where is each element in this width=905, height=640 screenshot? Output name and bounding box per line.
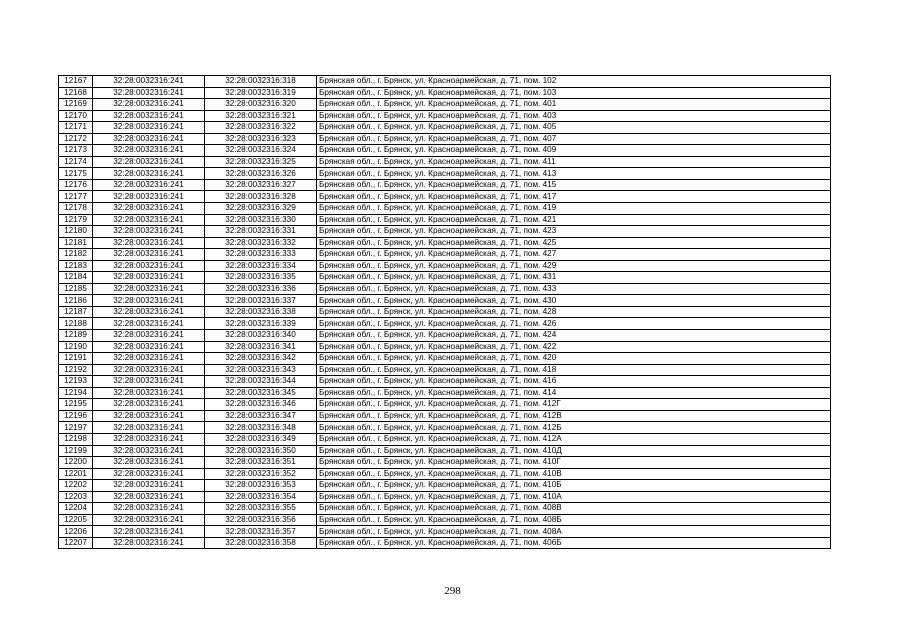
row-number-cell: 12192 [59, 364, 93, 376]
premises-cadastral-number-cell: 32:28:0032316:325 [205, 156, 317, 168]
registry-table [58, 75, 831, 549]
premises-address-cell: Брянская обл., г. Брянск, ул. Красноармейская, д. 71, пом. 416 [317, 376, 831, 388]
table-row [59, 526, 831, 538]
premises-cadastral-number-cell: 32:28:0032316:319 [205, 87, 317, 99]
land-cadastral-number-cell: 32:28:0032316:241 [93, 283, 205, 295]
premises-address-cell: Брянская обл., г. Брянск, ул. Красноармейская, д. 71, пом. 103 [317, 87, 831, 99]
land-cadastral-number-cell: 32:28:0032316:241 [93, 480, 205, 492]
row-number-cell: 12184 [59, 272, 93, 284]
row-number-cell: 12174 [59, 156, 93, 168]
premises-cadastral-number-cell: 32:28:0032316:350 [205, 445, 317, 457]
table-row [59, 318, 831, 330]
row-number-cell: 12201 [59, 468, 93, 480]
table-row [59, 353, 831, 365]
premises-address-cell: Брянская обл., г. Брянск, ул. Красноармейская, д. 71, пом. 408А [317, 526, 831, 538]
land-cadastral-number-cell: 32:28:0032316:241 [93, 110, 205, 122]
premises-cadastral-number-cell: 32:28:0032316:343 [205, 364, 317, 376]
table-row [59, 145, 831, 157]
premises-address-cell: Брянская обл., г. Брянск, ул. Красноармейская, д. 71, пом. 409 [317, 145, 831, 157]
premises-address-cell: Брянская обл., г. Брянск, ул. Красноармейская, д. 71, пом. 430 [317, 295, 831, 307]
premises-cadastral-number-cell: 32:28:0032316:322 [205, 122, 317, 134]
table-row [59, 203, 831, 215]
table-row [59, 306, 831, 318]
row-number-cell: 12198 [59, 433, 93, 445]
premises-cadastral-number-cell: 32:28:0032316:356 [205, 514, 317, 526]
page-number: 298 [444, 585, 461, 597]
row-number-cell: 12188 [59, 318, 93, 330]
land-cadastral-number-cell: 32:28:0032316:241 [93, 387, 205, 399]
row-number-cell: 12193 [59, 376, 93, 388]
premises-cadastral-number-cell: 32:28:0032316:340 [205, 330, 317, 342]
premises-cadastral-number-cell: 32:28:0032316:346 [205, 399, 317, 411]
premises-cadastral-number-cell: 32:28:0032316:345 [205, 387, 317, 399]
table-row [59, 249, 831, 261]
land-cadastral-number-cell: 32:28:0032316:241 [93, 76, 205, 88]
premises-address-cell: Брянская обл., г. Брянск, ул. Красноармейская, д. 71, пом. 406Б [317, 537, 831, 549]
table-row [59, 133, 831, 145]
premises-address-cell: Брянская обл., г. Брянск, ул. Красноармейская, д. 71, пом. 429 [317, 260, 831, 272]
row-number-cell: 12195 [59, 399, 93, 411]
table-row [59, 399, 831, 411]
premises-address-cell: Брянская обл., г. Брянск, ул. Красноармейская, д. 71, пом. 408Б [317, 514, 831, 526]
premises-address-cell: Брянская обл., г. Брянск, ул. Красноармейская, д. 71, пом. 410А [317, 491, 831, 503]
table-row [59, 503, 831, 515]
premises-address-cell: Брянская обл., г. Брянск, ул. Красноармейская, д. 71, пом. 415 [317, 179, 831, 191]
premises-cadastral-number-cell: 32:28:0032316:351 [205, 457, 317, 469]
land-cadastral-number-cell: 32:28:0032316:241 [93, 179, 205, 191]
land-cadastral-number-cell: 32:28:0032316:241 [93, 330, 205, 342]
premises-cadastral-number-cell: 32:28:0032316:357 [205, 526, 317, 538]
land-cadastral-number-cell: 32:28:0032316:241 [93, 353, 205, 365]
table-row [59, 491, 831, 503]
premises-cadastral-number-cell: 32:28:0032316:320 [205, 99, 317, 111]
premises-cadastral-number-cell: 32:28:0032316:326 [205, 168, 317, 180]
table-row [59, 179, 831, 191]
row-number-cell: 12202 [59, 480, 93, 492]
premises-cadastral-number-cell: 32:28:0032316:318 [205, 76, 317, 88]
land-cadastral-number-cell: 32:28:0032316:241 [93, 145, 205, 157]
premises-cadastral-number-cell: 32:28:0032316:352 [205, 468, 317, 480]
land-cadastral-number-cell: 32:28:0032316:241 [93, 399, 205, 411]
row-number-cell: 12180 [59, 226, 93, 238]
premises-address-cell: Брянская обл., г. Брянск, ул. Красноармейская, д. 71, пом. 433 [317, 283, 831, 295]
table-row [59, 410, 831, 422]
table-row [59, 122, 831, 134]
row-number-cell: 12197 [59, 422, 93, 434]
registry-table-body [59, 76, 831, 549]
table-row [59, 283, 831, 295]
land-cadastral-number-cell: 32:28:0032316:241 [93, 237, 205, 249]
row-number-cell: 12173 [59, 145, 93, 157]
row-number-cell: 12199 [59, 445, 93, 457]
premises-cadastral-number-cell: 32:28:0032316:334 [205, 260, 317, 272]
premises-cadastral-number-cell: 32:28:0032316:324 [205, 145, 317, 157]
land-cadastral-number-cell: 32:28:0032316:241 [93, 433, 205, 445]
row-number-cell: 12207 [59, 537, 93, 549]
land-cadastral-number-cell: 32:28:0032316:241 [93, 99, 205, 111]
land-cadastral-number-cell: 32:28:0032316:241 [93, 122, 205, 134]
premises-address-cell: Брянская обл., г. Брянск, ул. Красноармейская, д. 71, пом. 410Б [317, 480, 831, 492]
land-cadastral-number-cell: 32:28:0032316:241 [93, 168, 205, 180]
premises-address-cell: Брянская обл., г. Брянск, ул. Красноармейская, д. 71, пом. 421 [317, 214, 831, 226]
row-number-cell: 12204 [59, 503, 93, 515]
land-cadastral-number-cell: 32:28:0032316:241 [93, 260, 205, 272]
row-number-cell: 12176 [59, 179, 93, 191]
premises-cadastral-number-cell: 32:28:0032316:355 [205, 503, 317, 515]
land-cadastral-number-cell: 32:28:0032316:241 [93, 226, 205, 238]
premises-cadastral-number-cell: 32:28:0032316:347 [205, 410, 317, 422]
premises-address-cell: Брянская обл., г. Брянск, ул. Красноармейская, д. 71, пом. 401 [317, 99, 831, 111]
premises-address-cell: Брянская обл., г. Брянск, ул. Красноармейская, д. 71, пом. 412В [317, 410, 831, 422]
premises-address-cell: Брянская обл., г. Брянск, ул. Красноармейская, д. 71, пом. 418 [317, 364, 831, 376]
row-number-cell: 12179 [59, 214, 93, 226]
premises-address-cell: Брянская обл., г. Брянск, ул. Красноармейская, д. 71, пом. 410Д [317, 445, 831, 457]
land-cadastral-number-cell: 32:28:0032316:241 [93, 306, 205, 318]
land-cadastral-number-cell: 32:28:0032316:241 [93, 491, 205, 503]
table-row [59, 422, 831, 434]
row-number-cell: 12177 [59, 191, 93, 203]
premises-cadastral-number-cell: 32:28:0032316:358 [205, 537, 317, 549]
row-number-cell: 12172 [59, 133, 93, 145]
premises-address-cell: Брянская обл., г. Брянск, ул. Красноармейская, д. 71, пом. 412Г [317, 399, 831, 411]
premises-address-cell: Брянская обл., г. Брянск, ул. Красноармейская, д. 71, пом. 410Г [317, 457, 831, 469]
row-number-cell: 12194 [59, 387, 93, 399]
land-cadastral-number-cell: 32:28:0032316:241 [93, 422, 205, 434]
table-row [59, 364, 831, 376]
premises-address-cell: Брянская обл., г. Брянск, ул. Красноармейская, д. 71, пом. 102 [317, 76, 831, 88]
row-number-cell: 12196 [59, 410, 93, 422]
row-number-cell: 12169 [59, 99, 93, 111]
premises-cadastral-number-cell: 32:28:0032316:354 [205, 491, 317, 503]
row-number-cell: 12189 [59, 330, 93, 342]
row-number-cell: 12185 [59, 283, 93, 295]
row-number-cell: 12167 [59, 76, 93, 88]
row-number-cell: 12190 [59, 341, 93, 353]
table-row [59, 295, 831, 307]
premises-cadastral-number-cell: 32:28:0032316:348 [205, 422, 317, 434]
land-cadastral-number-cell: 32:28:0032316:241 [93, 410, 205, 422]
row-number-cell: 12175 [59, 168, 93, 180]
table-row [59, 260, 831, 272]
table-row [59, 110, 831, 122]
table-row [59, 376, 831, 388]
premises-cadastral-number-cell: 32:28:0032316:329 [205, 203, 317, 215]
table-row [59, 99, 831, 111]
table-row [59, 330, 831, 342]
row-number-cell: 12182 [59, 249, 93, 261]
premises-cadastral-number-cell: 32:28:0032316:335 [205, 272, 317, 284]
row-number-cell: 12171 [59, 122, 93, 134]
row-number-cell: 12187 [59, 306, 93, 318]
premises-cadastral-number-cell: 32:28:0032316:330 [205, 214, 317, 226]
land-cadastral-number-cell: 32:28:0032316:241 [93, 295, 205, 307]
premises-cadastral-number-cell: 32:28:0032316:338 [205, 306, 317, 318]
premises-cadastral-number-cell: 32:28:0032316:344 [205, 376, 317, 388]
table-row [59, 214, 831, 226]
premises-address-cell: Брянская обл., г. Брянск, ул. Красноармейская, д. 71, пом. 422 [317, 341, 831, 353]
table-row [59, 445, 831, 457]
table-row [59, 87, 831, 99]
row-number-cell: 12181 [59, 237, 93, 249]
land-cadastral-number-cell: 32:28:0032316:241 [93, 537, 205, 549]
premises-address-cell: Брянская обл., г. Брянск, ул. Красноармейская, д. 71, пом. 426 [317, 318, 831, 330]
table-row [59, 226, 831, 238]
premises-address-cell: Брянская обл., г. Брянск, ул. Красноармейская, д. 71, пом. 412Б [317, 422, 831, 434]
land-cadastral-number-cell: 32:28:0032316:241 [93, 514, 205, 526]
land-cadastral-number-cell: 32:28:0032316:241 [93, 457, 205, 469]
row-number-cell: 12183 [59, 260, 93, 272]
premises-cadastral-number-cell: 32:28:0032316:333 [205, 249, 317, 261]
premises-address-cell: Брянская обл., г. Брянск, ул. Красноармейская, д. 71, пом. 405 [317, 122, 831, 134]
table-row [59, 480, 831, 492]
premises-address-cell: Брянская обл., г. Брянск, ул. Красноармейская, д. 71, пом. 411 [317, 156, 831, 168]
table-row [59, 514, 831, 526]
table-row [59, 537, 831, 549]
land-cadastral-number-cell: 32:28:0032316:241 [93, 364, 205, 376]
land-cadastral-number-cell: 32:28:0032316:241 [93, 376, 205, 388]
land-cadastral-number-cell: 32:28:0032316:241 [93, 526, 205, 538]
land-cadastral-number-cell: 32:28:0032316:241 [93, 133, 205, 145]
premises-cadastral-number-cell: 32:28:0032316:349 [205, 433, 317, 445]
premises-address-cell: Брянская обл., г. Брянск, ул. Красноармейская, д. 71, пом. 408В [317, 503, 831, 515]
land-cadastral-number-cell: 32:28:0032316:241 [93, 318, 205, 330]
premises-cadastral-number-cell: 32:28:0032316:321 [205, 110, 317, 122]
land-cadastral-number-cell: 32:28:0032316:241 [93, 203, 205, 215]
table-row [59, 191, 831, 203]
land-cadastral-number-cell: 32:28:0032316:241 [93, 503, 205, 515]
premises-address-cell: Брянская обл., г. Брянск, ул. Красноармейская, д. 71, пом. 428 [317, 306, 831, 318]
premises-cadastral-number-cell: 32:28:0032316:336 [205, 283, 317, 295]
row-number-cell: 12206 [59, 526, 93, 538]
premises-cadastral-number-cell: 32:28:0032316:332 [205, 237, 317, 249]
premises-address-cell: Брянская обл., г. Брянск, ул. Красноармейская, д. 71, пом. 423 [317, 226, 831, 238]
row-number-cell: 12186 [59, 295, 93, 307]
table-row [59, 156, 831, 168]
row-number-cell: 12191 [59, 353, 93, 365]
land-cadastral-number-cell: 32:28:0032316:241 [93, 272, 205, 284]
table-row [59, 433, 831, 445]
table-row [59, 468, 831, 480]
table-row [59, 387, 831, 399]
premises-cadastral-number-cell: 32:28:0032316:328 [205, 191, 317, 203]
premises-address-cell: Брянская обл., г. Брянск, ул. Красноармейская, д. 71, пом. 410В [317, 468, 831, 480]
row-number-cell: 12203 [59, 491, 93, 503]
table-row [59, 341, 831, 353]
premises-address-cell: Брянская обл., г. Брянск, ул. Красноармейская, д. 71, пом. 431 [317, 272, 831, 284]
row-number-cell: 12200 [59, 457, 93, 469]
premises-cadastral-number-cell: 32:28:0032316:342 [205, 353, 317, 365]
land-cadastral-number-cell: 32:28:0032316:241 [93, 87, 205, 99]
premises-cadastral-number-cell: 32:28:0032316:353 [205, 480, 317, 492]
premises-address-cell: Брянская обл., г. Брянск, ул. Красноармейская, д. 71, пом. 407 [317, 133, 831, 145]
land-cadastral-number-cell: 32:28:0032316:241 [93, 156, 205, 168]
premises-address-cell: Брянская обл., г. Брянск, ул. Красноармейская, д. 71, пом. 417 [317, 191, 831, 203]
premises-address-cell: Брянская обл., г. Брянск, ул. Красноармейская, д. 71, пом. 403 [317, 110, 831, 122]
premises-cadastral-number-cell: 32:28:0032316:339 [205, 318, 317, 330]
premises-address-cell: Брянская обл., г. Брянск, ул. Красноармейская, д. 71, пом. 427 [317, 249, 831, 261]
premises-address-cell: Брянская обл., г. Брянск, ул. Красноармейская, д. 71, пом. 425 [317, 237, 831, 249]
table-row [59, 168, 831, 180]
land-cadastral-number-cell: 32:28:0032316:241 [93, 445, 205, 457]
land-cadastral-number-cell: 32:28:0032316:241 [93, 341, 205, 353]
premises-address-cell: Брянская обл., г. Брянск, ул. Красноармейская, д. 71, пом. 424 [317, 330, 831, 342]
premises-cadastral-number-cell: 32:28:0032316:323 [205, 133, 317, 145]
land-cadastral-number-cell: 32:28:0032316:241 [93, 468, 205, 480]
row-number-cell: 12205 [59, 514, 93, 526]
premises-cadastral-number-cell: 32:28:0032316:337 [205, 295, 317, 307]
row-number-cell: 12170 [59, 110, 93, 122]
premises-address-cell: Брянская обл., г. Брянск, ул. Красноармейская, д. 71, пом. 414 [317, 387, 831, 399]
land-cadastral-number-cell: 32:28:0032316:241 [93, 191, 205, 203]
row-number-cell: 12168 [59, 87, 93, 99]
land-cadastral-number-cell: 32:28:0032316:241 [93, 249, 205, 261]
premises-cadastral-number-cell: 32:28:0032316:327 [205, 179, 317, 191]
premises-address-cell: Брянская обл., г. Брянск, ул. Красноармейская, д. 71, пом. 420 [317, 353, 831, 365]
land-cadastral-number-cell: 32:28:0032316:241 [93, 214, 205, 226]
row-number-cell: 12178 [59, 203, 93, 215]
premises-cadastral-number-cell: 32:28:0032316:341 [205, 341, 317, 353]
premises-cadastral-number-cell: 32:28:0032316:331 [205, 226, 317, 238]
premises-address-cell: Брянская обл., г. Брянск, ул. Красноармейская, д. 71, пом. 412А [317, 433, 831, 445]
premises-address-cell: Брянская обл., г. Брянск, ул. Красноармейская, д. 71, пом. 413 [317, 168, 831, 180]
table-row [59, 237, 831, 249]
table-row [59, 457, 831, 469]
table-row [59, 272, 831, 284]
table-row [59, 76, 831, 88]
premises-address-cell: Брянская обл., г. Брянск, ул. Красноармейская, д. 71, пом. 419 [317, 203, 831, 215]
